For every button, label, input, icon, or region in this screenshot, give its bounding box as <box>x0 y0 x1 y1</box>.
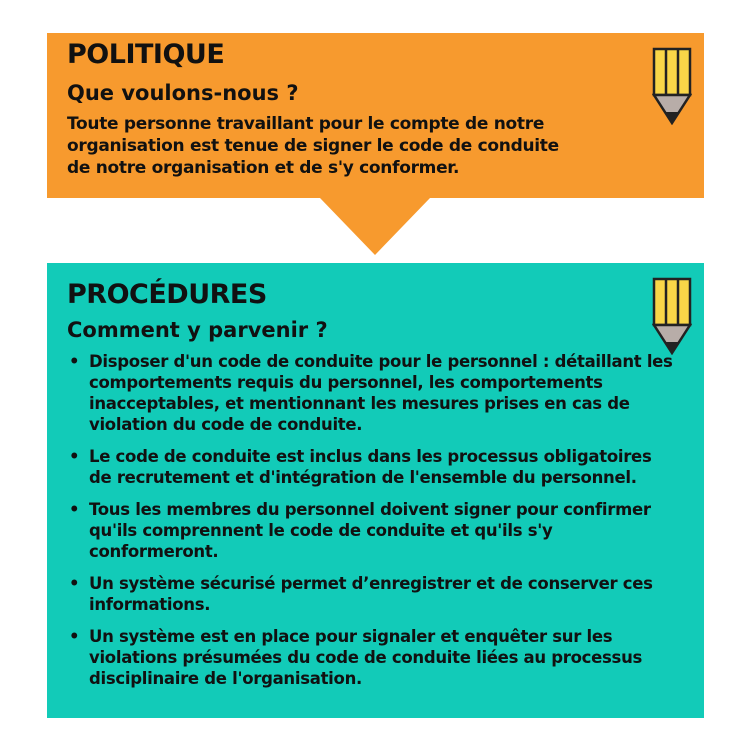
down-arrow <box>320 198 430 255</box>
list-item: • Le code de conduite est inclus dans les processus obligatoires de recrutement et d'intégration de l'ensemble du personnel. <box>67 446 677 488</box>
politique-title: POLITIQUE <box>67 39 225 70</box>
procedures-list <box>67 351 677 700</box>
pencil-icon <box>652 47 692 125</box>
procedures-subtitle: Comment y parvenir ? <box>67 318 328 342</box>
politique-subtitle: Que voulons-nous ? <box>67 81 299 105</box>
procedures-panel <box>47 263 704 718</box>
text-line: Toute personne travaillant pour le compte de notre <box>67 114 545 134</box>
politique-text <box>67 113 559 179</box>
politique-panel <box>47 33 704 198</box>
text-line: organisation est tenue de signer le code de conduite <box>67 136 559 156</box>
procedures-title: PROCÉDURES <box>67 279 267 310</box>
list-item: • Tous les membres du personnel doivent signer pour confirmer qu'ils comprennent le code de conduite et qu'ils s'y conformeront. <box>67 499 677 562</box>
text-line: de notre organisation et de s'y conformer. <box>67 158 460 178</box>
list-item: • Un système sécurisé permet d’enregistrer et de conserver ces informations. <box>67 573 677 615</box>
list-item: • Disposer d'un code de conduite pour le personnel : détaillant les comportements requis du personnel, les comportements inacceptables, et mentionnant les mesures prises en cas de violation du code de conduite. <box>67 351 677 435</box>
list-item: • Un système est en place pour signaler et enquêter sur les violations présumées du code de conduite liées au processus disciplinaire de l'organisation. <box>67 626 677 689</box>
pencil-icon <box>652 277 692 355</box>
